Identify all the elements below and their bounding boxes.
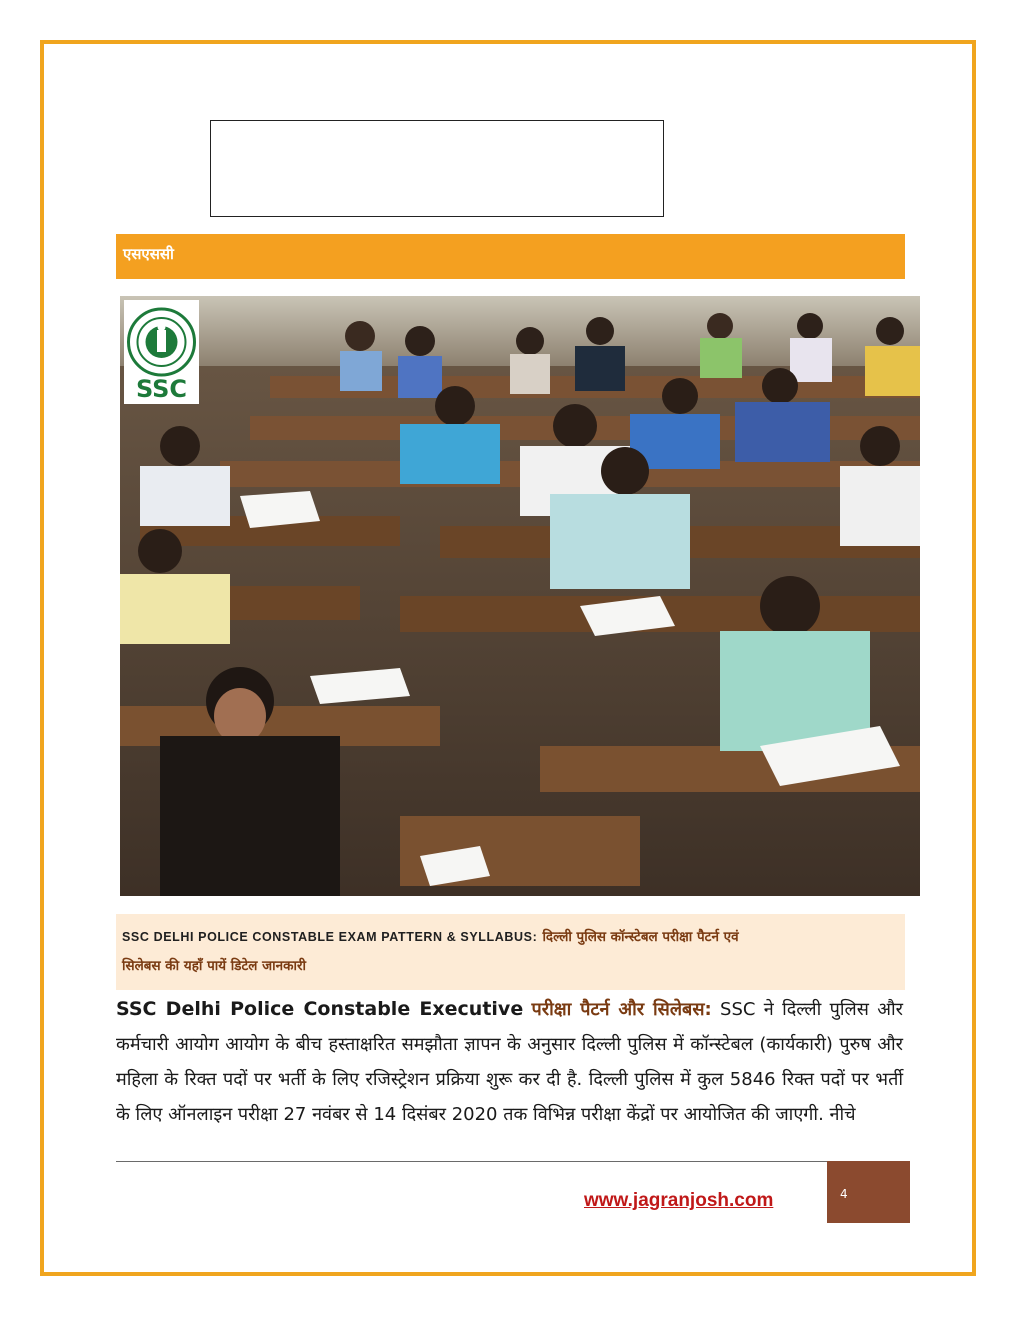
blank-header-box [210, 120, 664, 217]
body-lead-english: SSC Delhi Police Constable Executive [116, 998, 524, 1020]
category-bar[interactable] [116, 234, 905, 279]
article-body [116, 992, 903, 1132]
headline-hindi-line1: दिल्ली पुलिस कॉन्स्टेबल परीक्षा पैटर्न एवं [542, 929, 739, 945]
website-link[interactable]: www.jagranjosh.com [584, 1190, 774, 1211]
page-number-box [827, 1161, 910, 1223]
ssc-logo-text: SSC [135, 375, 188, 403]
category-label: एसएससी [123, 245, 174, 263]
body-text: SSC ने दिल्ली पुलिस और कर्मचारी आयोग आयोग के बीच हस्ताक्षरित समझौता ज्ञापन के अनुसार दिल्ली पुलिस में कॉन्स्टेबल (कार्यकारी) पुरुष और महिला के रिक्त पदों पर भर्ती के लिए रजिस्ट्रेशन प्रक्रिया शुरू कर दी है. दिल्ली पुलिस में कुल 5846 रिक्त पदों पर भर्ती के लिए ऑनलाइन परीक्षा 27 नवंबर से 14 दिसंबर 2020 तक विभिन्न परीक्षा केंद्रों पर आयोजित की जाएगी. नीचे [116, 999, 903, 1125]
article-headline [116, 914, 905, 990]
headline-hindi-line2: सिलेबस की यहाँ पायें डिटेल जानकारी [122, 958, 307, 974]
body-lead-hindi: परीक्षा पैटर्न और सिलेबस: [531, 999, 712, 1020]
page-number: 4 [840, 1187, 848, 1201]
headline-english: SSC DELHI POLICE CONSTABLE EXAM PATTERN & SYLLABUS: [122, 930, 538, 944]
footer-divider [116, 1161, 906, 1162]
ssc-logo [124, 300, 199, 404]
exam-hall-photo [120, 296, 920, 896]
